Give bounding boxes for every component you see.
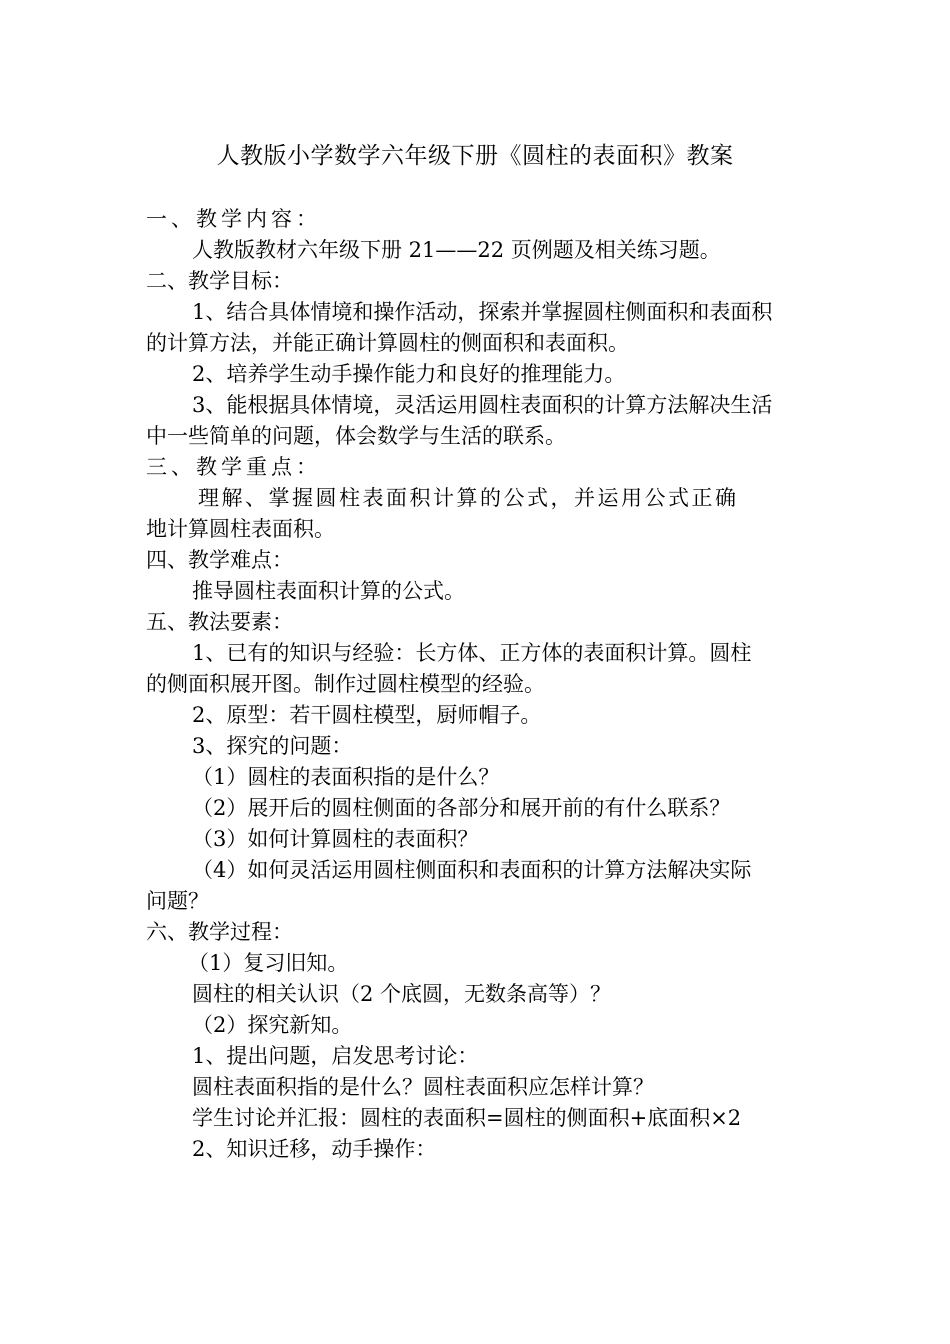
paragraph-line: 2、培养学生动手操作能力和良好的推理能力。 [192,362,626,386]
paragraph-line: 人教版教材六年级下册 21——22 页例题及相关练习题。 [192,238,721,262]
paragraph-line: 圆柱的相关认识（2 个底圆，无数条高等）？ [192,982,612,1006]
document-body [146,204,816,1165]
list-item: （2）探究新知。 [192,1013,353,1037]
document-title: 人教版小学数学六年级下册《圆柱的表面积》教案 [216,143,734,169]
list-item: （2）展开后的圆柱侧面的各部分和展开前的有什么联系？ [192,796,731,820]
paragraph-line: 圆柱表面积指的是什么？圆柱表面积应怎样计算？ [192,1075,654,1099]
paragraph-line: 推导圆柱表面积计算的公式。 [192,579,465,603]
list-item: （1）复习旧知。 [188,951,349,975]
paragraph-line: 的计算方法，并能正确计算圆柱的侧面积和表面积。 [146,331,629,355]
paragraph-line: 地计算圆柱表面积。 [146,517,335,541]
paragraph-line: 1、提出问题，启发思考讨论： [192,1044,479,1068]
section-heading: 二、教学目标： [146,269,293,293]
list-item: 问题？ [146,889,209,913]
paragraph-line: 2、原型：若干圆柱模型，厨师帽子。 [192,703,542,727]
section-heading: 五、教法要素： [146,610,293,634]
section-heading: 一、教学内容： [146,207,321,231]
paragraph-line: 1、已有的知识与经验：长方体、正方体的表面积计算。圆柱 [192,641,752,665]
paragraph-line: 中一些简单的问题，体会数学与生活的联系。 [146,424,566,448]
section-heading: 三、教学重点： [146,455,321,479]
paragraph-line: 3、探究的问题： [192,734,353,758]
paragraph-line: 3、能根据具体情境，灵活运用圆柱表面积的计算方法解决生活 [192,393,773,417]
paragraph-line: 理解、掌握圆柱表面积计算的公式，并运用公式正确 [198,486,739,510]
paragraph-line: 学生讨论并汇报：圆柱的表面积=圆柱的侧面积+底面积×2 [192,1106,742,1130]
paragraph-line: 2、知识迁移，动手操作： [192,1137,437,1161]
list-item: （1）圆柱的表面积指的是什么？ [192,765,500,789]
paragraph-line: 的侧面积展开图。制作过圆柱模型的经验。 [146,672,545,696]
paragraph-line: 1、结合具体情境和操作活动，探索并掌握圆柱侧面积和表面积 [192,300,773,324]
list-item: （4）如何灵活运用圆柱侧面积和表面积的计算方法解决实际 [192,858,752,882]
section-heading: 四、教学难点： [146,548,293,572]
section-heading: 六、教学过程： [146,920,293,944]
list-item: （3）如何计算圆柱的表面积？ [192,827,479,851]
